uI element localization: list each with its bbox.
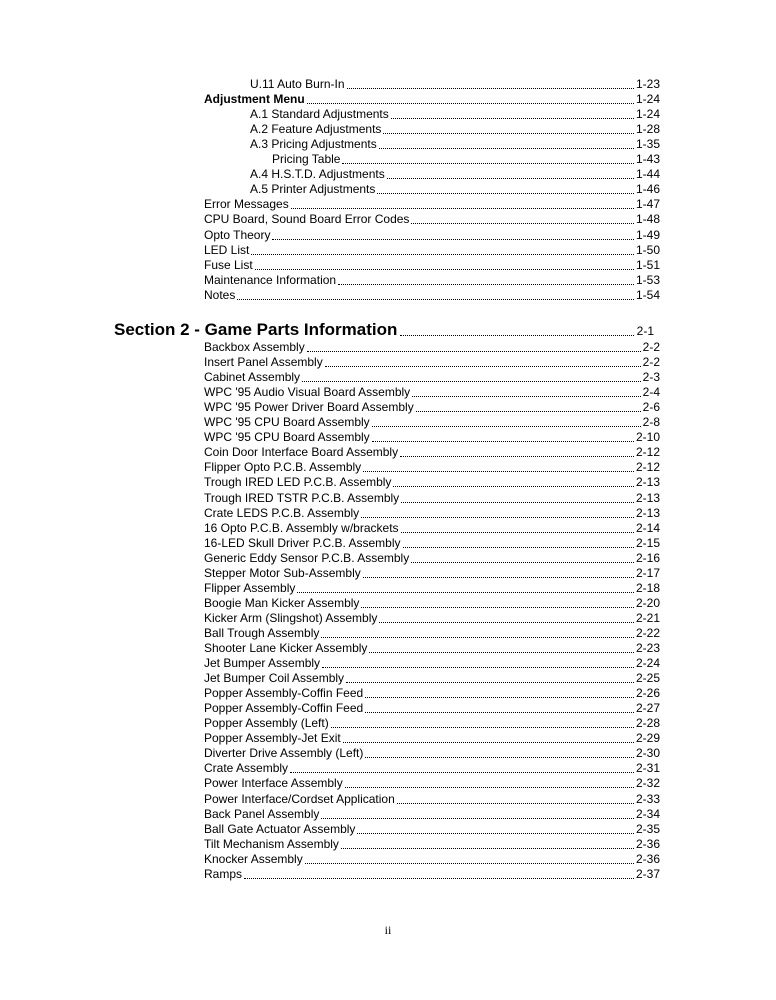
toc-entry-label: U.11 Auto Burn-In (250, 77, 345, 91)
toc-entry (204, 580, 660, 595)
toc-entry-label: WPC '95 Audio Visual Board Assembly (204, 385, 411, 400)
dot-leader (338, 283, 634, 285)
dot-leader (290, 771, 634, 773)
toc-entry-page: 1-51 (635, 257, 660, 272)
toc-entry (204, 444, 660, 459)
dot-leader (297, 591, 634, 593)
dot-leader (307, 350, 641, 352)
toc-entry-label: Adjustment Menu (204, 92, 305, 107)
toc-entry-label: Insert Panel Assembly (204, 355, 323, 370)
dot-leader (342, 162, 633, 164)
dot-leader (321, 636, 634, 638)
toc-entry (204, 791, 660, 806)
toc-entry (250, 121, 660, 136)
dot-leader (379, 621, 634, 623)
dot-leader (361, 606, 634, 608)
toc-entry-page: 2-15 (635, 535, 660, 550)
toc-entry-label: Jet Bumper Coil Assembly (204, 671, 345, 686)
dot-leader (363, 470, 634, 472)
toc-entry-label: Jet Bumper Assembly (204, 656, 321, 671)
toc-entry-page: 2-8 (642, 415, 660, 430)
toc-entry-page: 2-34 (635, 806, 660, 821)
dot-leader (345, 786, 634, 788)
toc-entry-page: 1-53 (635, 272, 660, 287)
toc-entry (204, 836, 660, 851)
toc-entry-label: Coin Door Interface Board Assembly (204, 445, 399, 460)
toc-entry-page: 2-4 (642, 385, 660, 400)
toc-entry-label: Popper Assembly-Coffin Feed (204, 686, 364, 701)
toc-entry (204, 227, 660, 242)
dot-leader (412, 395, 640, 397)
toc-entry-label: A.3 Pricing Adjustments (250, 137, 377, 152)
toc-entry-label: Shooter Lane Kicker Assembly (204, 641, 368, 655)
toc-entry (204, 550, 660, 565)
toc-entry-page: 2-32 (635, 776, 660, 791)
toc-entry-page: 2-17 (635, 565, 660, 580)
toc-entry-label: Trough IRED TSTR P.C.B. Assembly (204, 490, 400, 505)
toc-entry-page: 2-2 (642, 340, 660, 354)
toc-entry (204, 640, 660, 655)
toc-entry-label: Backbox Assembly (204, 340, 305, 354)
toc-entry-label: Popper Assembly (Left) (204, 716, 329, 731)
toc-entry-label: A.4 H.S.T.D. Adjustments (250, 167, 385, 182)
dot-leader (411, 222, 634, 224)
dot-leader (347, 87, 634, 89)
dot-leader (305, 862, 634, 864)
toc-entry-label: Boogie Man Kicker Assembly (204, 595, 360, 610)
dot-leader (363, 576, 634, 578)
toc-entry-label: Cabinet Assembly (204, 370, 301, 385)
toc-entry-page: 2-20 (635, 595, 660, 610)
dot-leader (343, 741, 634, 743)
dot-leader (341, 847, 634, 849)
section-2-page: 2-1 (636, 324, 654, 338)
toc-entry (204, 354, 660, 369)
toc-entry-label: 16 Opto P.C.B. Assembly w/brackets (204, 520, 399, 535)
section-2-title: Section 2 - Game Parts Information (114, 320, 398, 339)
toc-entry (204, 91, 660, 106)
toc-entry-page: 1-35 (635, 137, 660, 152)
toc-entry-label: Stepper Motor Sub-Assembly (204, 565, 361, 580)
toc-entry-page: 2-26 (635, 686, 660, 701)
toc-entry-page: 2-10 (635, 430, 660, 445)
toc-entry-page: 2-22 (635, 625, 660, 640)
dot-leader (272, 238, 633, 240)
toc-entry-label: Ball Trough Assembly (204, 625, 320, 640)
toc-entry-label: Flipper Opto P.C.B. Assembly (204, 460, 362, 475)
toc-entry-page: 2-2 (642, 355, 660, 370)
toc-entry-page: 1-54 (635, 287, 660, 302)
toc-entry-label: LED List (204, 242, 250, 257)
toc-entry (204, 287, 660, 302)
toc-entry-label: Tilt Mechanism Assembly (204, 836, 339, 851)
toc-entry (204, 821, 660, 836)
dot-leader (397, 802, 634, 804)
dot-leader (401, 501, 634, 503)
toc-entry-label: Trough IRED LED P.C.B. Assembly (204, 475, 392, 490)
dot-leader (346, 681, 634, 683)
toc-entry-page: 1-23 (635, 77, 660, 91)
toc-entry-label: Power Interface/Cordset Application (204, 791, 395, 806)
toc-entry-page: 2-27 (635, 701, 660, 716)
toc-entry-label: WPC '95 Power Driver Board Assembly (204, 400, 414, 415)
dot-leader (255, 268, 634, 270)
toc-entry-page: 1-50 (635, 242, 660, 257)
toc-entry-page: 2-36 (635, 851, 660, 866)
toc-entry-page: 2-28 (635, 716, 660, 731)
toc-entry (204, 369, 660, 384)
toc-entry-page: 1-24 (635, 107, 660, 122)
toc-entry-label: Notes (204, 287, 236, 302)
toc-entry-page: 2-31 (635, 761, 660, 776)
toc-entry-page: 2-29 (635, 731, 660, 746)
dot-leader (372, 440, 634, 442)
dot-leader (331, 726, 634, 728)
toc-entry-page: 1-49 (635, 227, 660, 242)
toc-entry-label: Opto Theory (204, 227, 271, 242)
page-number: ii (384, 923, 392, 937)
toc-entry-label: Ramps (204, 866, 243, 881)
toc-entry-label: Kicker Arm (Slingshot) Assembly (204, 610, 378, 625)
dot-leader (401, 531, 634, 533)
toc-entry (204, 851, 660, 866)
dot-leader (393, 485, 634, 487)
toc-entry (204, 745, 660, 760)
toc-entry-page: 1-47 (635, 197, 660, 212)
dot-leader (372, 425, 641, 427)
toc-entry (204, 399, 660, 414)
toc-entry (204, 760, 660, 775)
toc-entry-page: 2-13 (635, 505, 660, 520)
toc-entry (204, 625, 660, 640)
dot-leader (391, 117, 634, 119)
dot-leader (365, 756, 634, 758)
toc-entry (204, 505, 660, 520)
dot-leader (244, 877, 634, 879)
dot-leader (379, 147, 634, 149)
toc-entry-label: A.1 Standard Adjustments (250, 107, 389, 122)
toc-entry-page: 2-24 (635, 656, 660, 671)
toc-entry-page: 1-44 (635, 167, 660, 182)
dot-leader (416, 410, 641, 412)
toc-entry (250, 76, 660, 91)
toc-entry-page: 2-37 (635, 866, 660, 881)
toc-entry (204, 655, 660, 670)
toc-entry (204, 520, 660, 535)
toc-entry-page: 1-28 (635, 122, 660, 137)
toc-entry-page: 2-18 (635, 580, 660, 595)
dot-leader (357, 832, 634, 834)
toc-entry (204, 257, 660, 272)
toc-entry (250, 166, 660, 181)
toc-entry-page: 2-33 (635, 791, 660, 806)
dot-leader (369, 651, 634, 653)
toc-entry (272, 151, 660, 166)
toc-entry-page: 2-16 (635, 550, 660, 565)
toc-entry (250, 181, 660, 196)
dot-leader (325, 365, 641, 367)
toc-entry (204, 866, 660, 881)
toc-entry-label: Flipper Assembly (204, 580, 296, 595)
dot-leader (322, 666, 634, 668)
toc-entry-page: 2-36 (635, 836, 660, 851)
dot-leader (387, 177, 634, 179)
toc-entry (204, 565, 660, 580)
toc-entry (204, 339, 660, 354)
toc-entry (204, 535, 660, 550)
toc-entry-label: A.5 Printer Adjustments (250, 182, 376, 197)
toc-entry-label: Fuse List (204, 257, 253, 272)
toc-entry-page: 2-23 (635, 641, 660, 655)
toc-entry-label: Diverter Drive Assembly (Left) (204, 746, 364, 761)
dot-leader (377, 192, 634, 194)
toc-entry-label: Popper Assembly-Coffin Feed (204, 701, 364, 716)
toc-entry (204, 272, 660, 287)
dot-leader (237, 298, 634, 300)
dot-leader (291, 207, 634, 209)
toc-entry-label: CPU Board, Sound Board Error Codes (204, 212, 410, 227)
toc-entry-label: Crate LEDS P.C.B. Assembly (204, 505, 360, 520)
toc-entry-label: A.2 Feature Adjustments (250, 122, 382, 137)
toc-entry (204, 775, 660, 790)
toc-entry-label: Power Interface Assembly (204, 776, 343, 791)
toc-entry-page: 2-13 (635, 490, 660, 505)
dot-leader (307, 102, 634, 104)
toc-entry-label: Error Messages (204, 197, 289, 212)
toc-entry (204, 459, 660, 474)
dot-leader (400, 455, 634, 457)
dot-leader (365, 696, 634, 698)
toc-entry-label: WPC '95 CPU Board Assembly (204, 430, 370, 445)
toc-entry-page: 2-35 (635, 821, 660, 836)
toc-entry (204, 806, 660, 821)
toc-entry-page: 2-25 (635, 671, 660, 686)
toc-entry-page: 2-12 (635, 460, 660, 475)
toc-entry (204, 730, 660, 745)
dot-leader (321, 817, 634, 819)
toc-entry (204, 685, 660, 700)
toc-entry (204, 196, 660, 211)
dot-leader (411, 561, 634, 563)
toc-entry (204, 384, 660, 399)
toc-entry-label: 16-LED Skull Driver P.C.B. Assembly (204, 535, 401, 550)
toc-entry-page: 2-14 (635, 520, 660, 535)
toc-entry-label: Ball Gate Actuator Assembly (204, 821, 356, 836)
toc-entry (204, 429, 660, 444)
toc-entry-label: Crate Assembly (204, 761, 289, 776)
toc-entry-page: 2-30 (635, 746, 660, 761)
toc-entry-page: 2-13 (635, 475, 660, 490)
toc-entry-label: Back Panel Assembly (204, 806, 320, 821)
dot-leader (251, 253, 634, 255)
section-2-heading (114, 318, 654, 340)
dot-leader (361, 516, 634, 518)
dot-leader (400, 334, 633, 336)
toc-entry-label: Popper Assembly-Jet Exit (204, 731, 341, 746)
toc-entry-label: Maintenance Information (204, 272, 337, 287)
dot-leader (403, 546, 634, 548)
toc-entry-page: 2-12 (635, 445, 660, 460)
toc-entry-label: Generic Eddy Sensor P.C.B. Assembly (204, 550, 410, 565)
toc-entry-page: 1-46 (635, 182, 660, 197)
toc-entry-page: 2-3 (642, 370, 660, 385)
toc-entry-label: WPC '95 CPU Board Assembly (204, 415, 370, 430)
toc-entry (204, 610, 660, 625)
toc-entry-page: 2-6 (642, 400, 660, 415)
toc-entry-page: 2-21 (635, 610, 660, 625)
toc-entry (204, 474, 660, 489)
toc-entry (204, 670, 660, 685)
toc-entry-page: 1-43 (635, 152, 660, 167)
toc-entry (204, 490, 660, 505)
toc-entry (204, 715, 660, 730)
toc-entry-page: 1-48 (635, 212, 660, 227)
toc-entry-page: 1-24 (635, 92, 660, 107)
toc-entry-label: Pricing Table (272, 152, 341, 167)
toc-entry (204, 211, 660, 226)
toc-entry (204, 700, 660, 715)
dot-leader (383, 132, 634, 134)
toc-entry (204, 414, 660, 429)
dot-leader (365, 711, 634, 713)
dot-leader (302, 380, 641, 382)
toc-entry (250, 106, 660, 121)
toc-entry (250, 136, 660, 151)
toc-entry-label: Knocker Assembly (204, 851, 303, 866)
toc-entry (204, 242, 660, 257)
toc-entry (204, 595, 660, 610)
